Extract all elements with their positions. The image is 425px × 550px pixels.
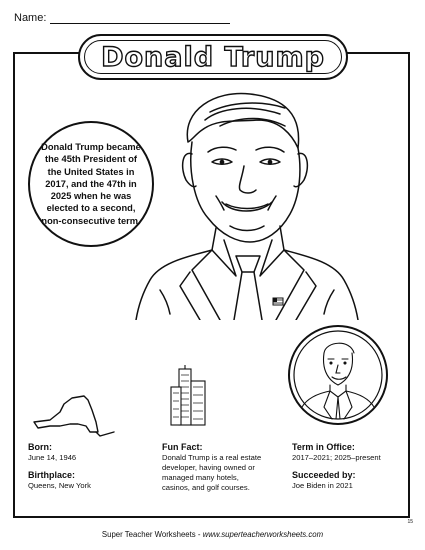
- flag-pin-icon: [273, 298, 283, 305]
- born-label: Born:: [28, 442, 52, 452]
- term-value: 2017–2021; 2025–present: [292, 453, 381, 462]
- succeeded-block: [292, 470, 412, 491]
- name-row: [14, 12, 230, 24]
- birthplace-label: Birthplace:: [28, 470, 76, 480]
- term-label: Term in Office:: [292, 442, 355, 452]
- footer-brand: Super Teacher Worksheets -: [101, 530, 203, 539]
- page-number: 15: [407, 519, 413, 525]
- successor-portrait-icon: [290, 327, 386, 423]
- term-block: [292, 442, 412, 463]
- skyscrapers-icon: [167, 365, 209, 427]
- title-banner: [78, 34, 348, 80]
- name-label: Name:: [14, 12, 47, 24]
- intro-bubble: [28, 121, 154, 247]
- born-block: [28, 442, 138, 463]
- succeeded-label: Succeeded by:: [292, 470, 356, 480]
- successor-medallion: [288, 325, 388, 425]
- footer-url[interactable]: www.superteacherworksheets.com: [202, 530, 324, 539]
- birthplace-block: [28, 470, 138, 491]
- name-line[interactable]: [50, 13, 230, 24]
- footer: [0, 530, 425, 539]
- page-title: Donald Trump: [101, 41, 325, 73]
- succeeded-value: Joe Biden in 2021: [292, 481, 353, 490]
- new-york-state-map-icon: [30, 392, 120, 444]
- fun-fact-block: [162, 442, 264, 493]
- born-value: June 14, 1946: [28, 453, 77, 462]
- intro-text: Donald Trump became the 45th President of the United States in 2017, and the 47th in 2025 when he was elected to a second, non-consecutive term.: [41, 141, 141, 226]
- fun-fact-value: Donald Trump is a real estate developer, having owned or managed many hotels, casinos, and golf courses.: [162, 453, 262, 492]
- portrait-illustration: [120, 90, 365, 320]
- fun-fact-label: Fun Fact:: [162, 442, 203, 452]
- birthplace-value: Queens, New York: [28, 481, 91, 490]
